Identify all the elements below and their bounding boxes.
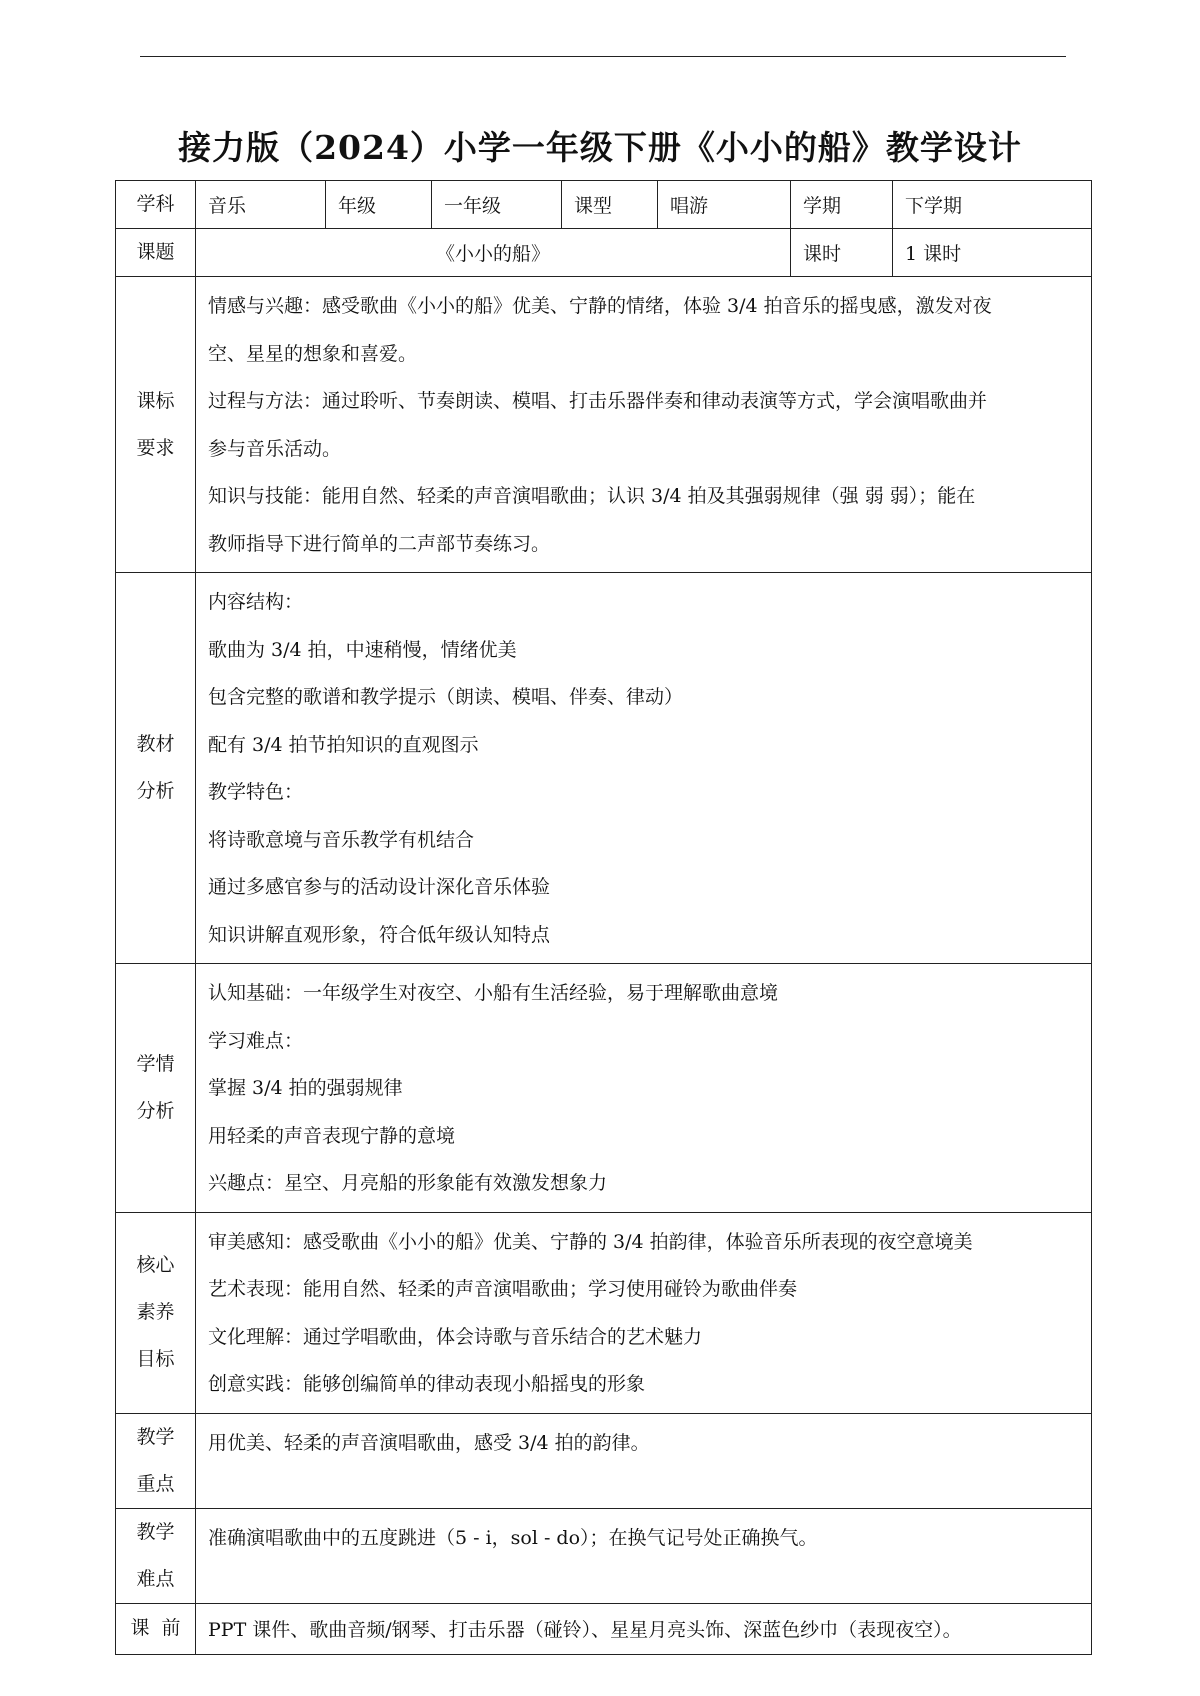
- section-row-key-points: [116, 1413, 1092, 1508]
- section-content: 情感与兴趣：感受歌曲《小小的船》优美、宁静的情绪，体验 3/4 拍音乐的摇曳感，激发对夜 空、星星的想象和喜爱。 过程与方法：通过聆听、节奏朗读、模唱、打击乐器伴奏和律动表演等方式，学会演唱歌曲并 参与音乐活动。 知识与技能：能用自然、轻柔的声音演唱歌曲；认识 3/4 拍及其强弱规律（强 弱 弱）；能在 教师指导下进行简单的二声部节奏练习。: [196, 277, 1092, 573]
- section-content: 准确演唱歌曲中的五度跳进（5 - i，sol - do）；在换气记号处正确换气。: [196, 1508, 1092, 1603]
- section-label: 教材 分析: [116, 573, 196, 964]
- document-title: 接力版（2024）小学一年级下册《小小的船》教学设计: [178, 128, 1022, 167]
- type-value: 唱游: [658, 181, 791, 229]
- term-value: 下学期: [893, 181, 1092, 229]
- section-label: 教学 重点: [116, 1413, 196, 1508]
- grade-label: 年级: [326, 181, 432, 229]
- section-label: 核心 素养 目标: [116, 1212, 196, 1413]
- section-content: 认知基础：一年级学生对夜空、小船有生活经验，易于理解歌曲意境 学习难点： 掌握 3/4 拍的强弱规律 用轻柔的声音表现宁静的意境 兴趣点：星空、月亮船的形象能有效激发想象力: [196, 964, 1092, 1213]
- info-row-1: [116, 181, 1092, 229]
- section-row-material-analysis: [116, 573, 1092, 964]
- section-content: 审美感知：感受歌曲《小小的船》优美、宁静的 3/4 拍韵律，体验音乐所表现的夜空意境美 艺术表现：能用自然、轻柔的声音演唱歌曲；学习使用碰铃为歌曲伴奏 文化理解：通过学唱歌曲，体会诗歌与音乐结合的艺术魅力 创意实践：能够创编简单的律动表现小船摇曳的形象: [196, 1212, 1092, 1413]
- lesson-plan-table: [115, 180, 1092, 1655]
- subject-label: 学科: [116, 181, 196, 229]
- info-row-2: [116, 229, 1092, 277]
- section-row-difficulties: [116, 1508, 1092, 1603]
- section-row-student-analysis: [116, 964, 1092, 1213]
- section-row-standards: [116, 277, 1092, 573]
- section-row-core-goals: [116, 1212, 1092, 1413]
- header-rule: [140, 56, 1066, 57]
- section-content: PPT 课件、歌曲音频/钢琴、打击乐器（碰铃）、星星月亮头饰、深蓝色纱巾（表现夜空）。: [196, 1603, 1092, 1654]
- type-label: 课型: [562, 181, 658, 229]
- grade-value: 一年级: [432, 181, 562, 229]
- hours-label: 课时: [791, 229, 893, 277]
- subject-value: 音乐: [196, 181, 326, 229]
- section-label: 学情 分析: [116, 964, 196, 1213]
- section-content: 用优美、轻柔的声音演唱歌曲，感受 3/4 拍的韵律。: [196, 1413, 1092, 1508]
- term-label: 学期: [791, 181, 893, 229]
- section-label: 教学 难点: [116, 1508, 196, 1603]
- topic-value: 《小小的船》: [196, 229, 791, 277]
- section-label: 课标 要求: [116, 277, 196, 573]
- section-row-preparation: [116, 1603, 1092, 1654]
- hours-value: 1 课时: [893, 229, 1092, 277]
- section-content: 内容结构： 歌曲为 3/4 拍，中速稍慢，情绪优美 包含完整的歌谱和教学提示（朗读、模唱、伴奏、律动） 配有 3/4 拍节拍知识的直观图示 教学特色： 将诗歌意境与音乐教学有机结合 通过多感官参与的活动设计深化音乐体验 知识讲解直观形象，符合低年级认知特点: [196, 573, 1092, 964]
- topic-label: 课题: [116, 229, 196, 277]
- section-label: 课 前: [116, 1603, 196, 1654]
